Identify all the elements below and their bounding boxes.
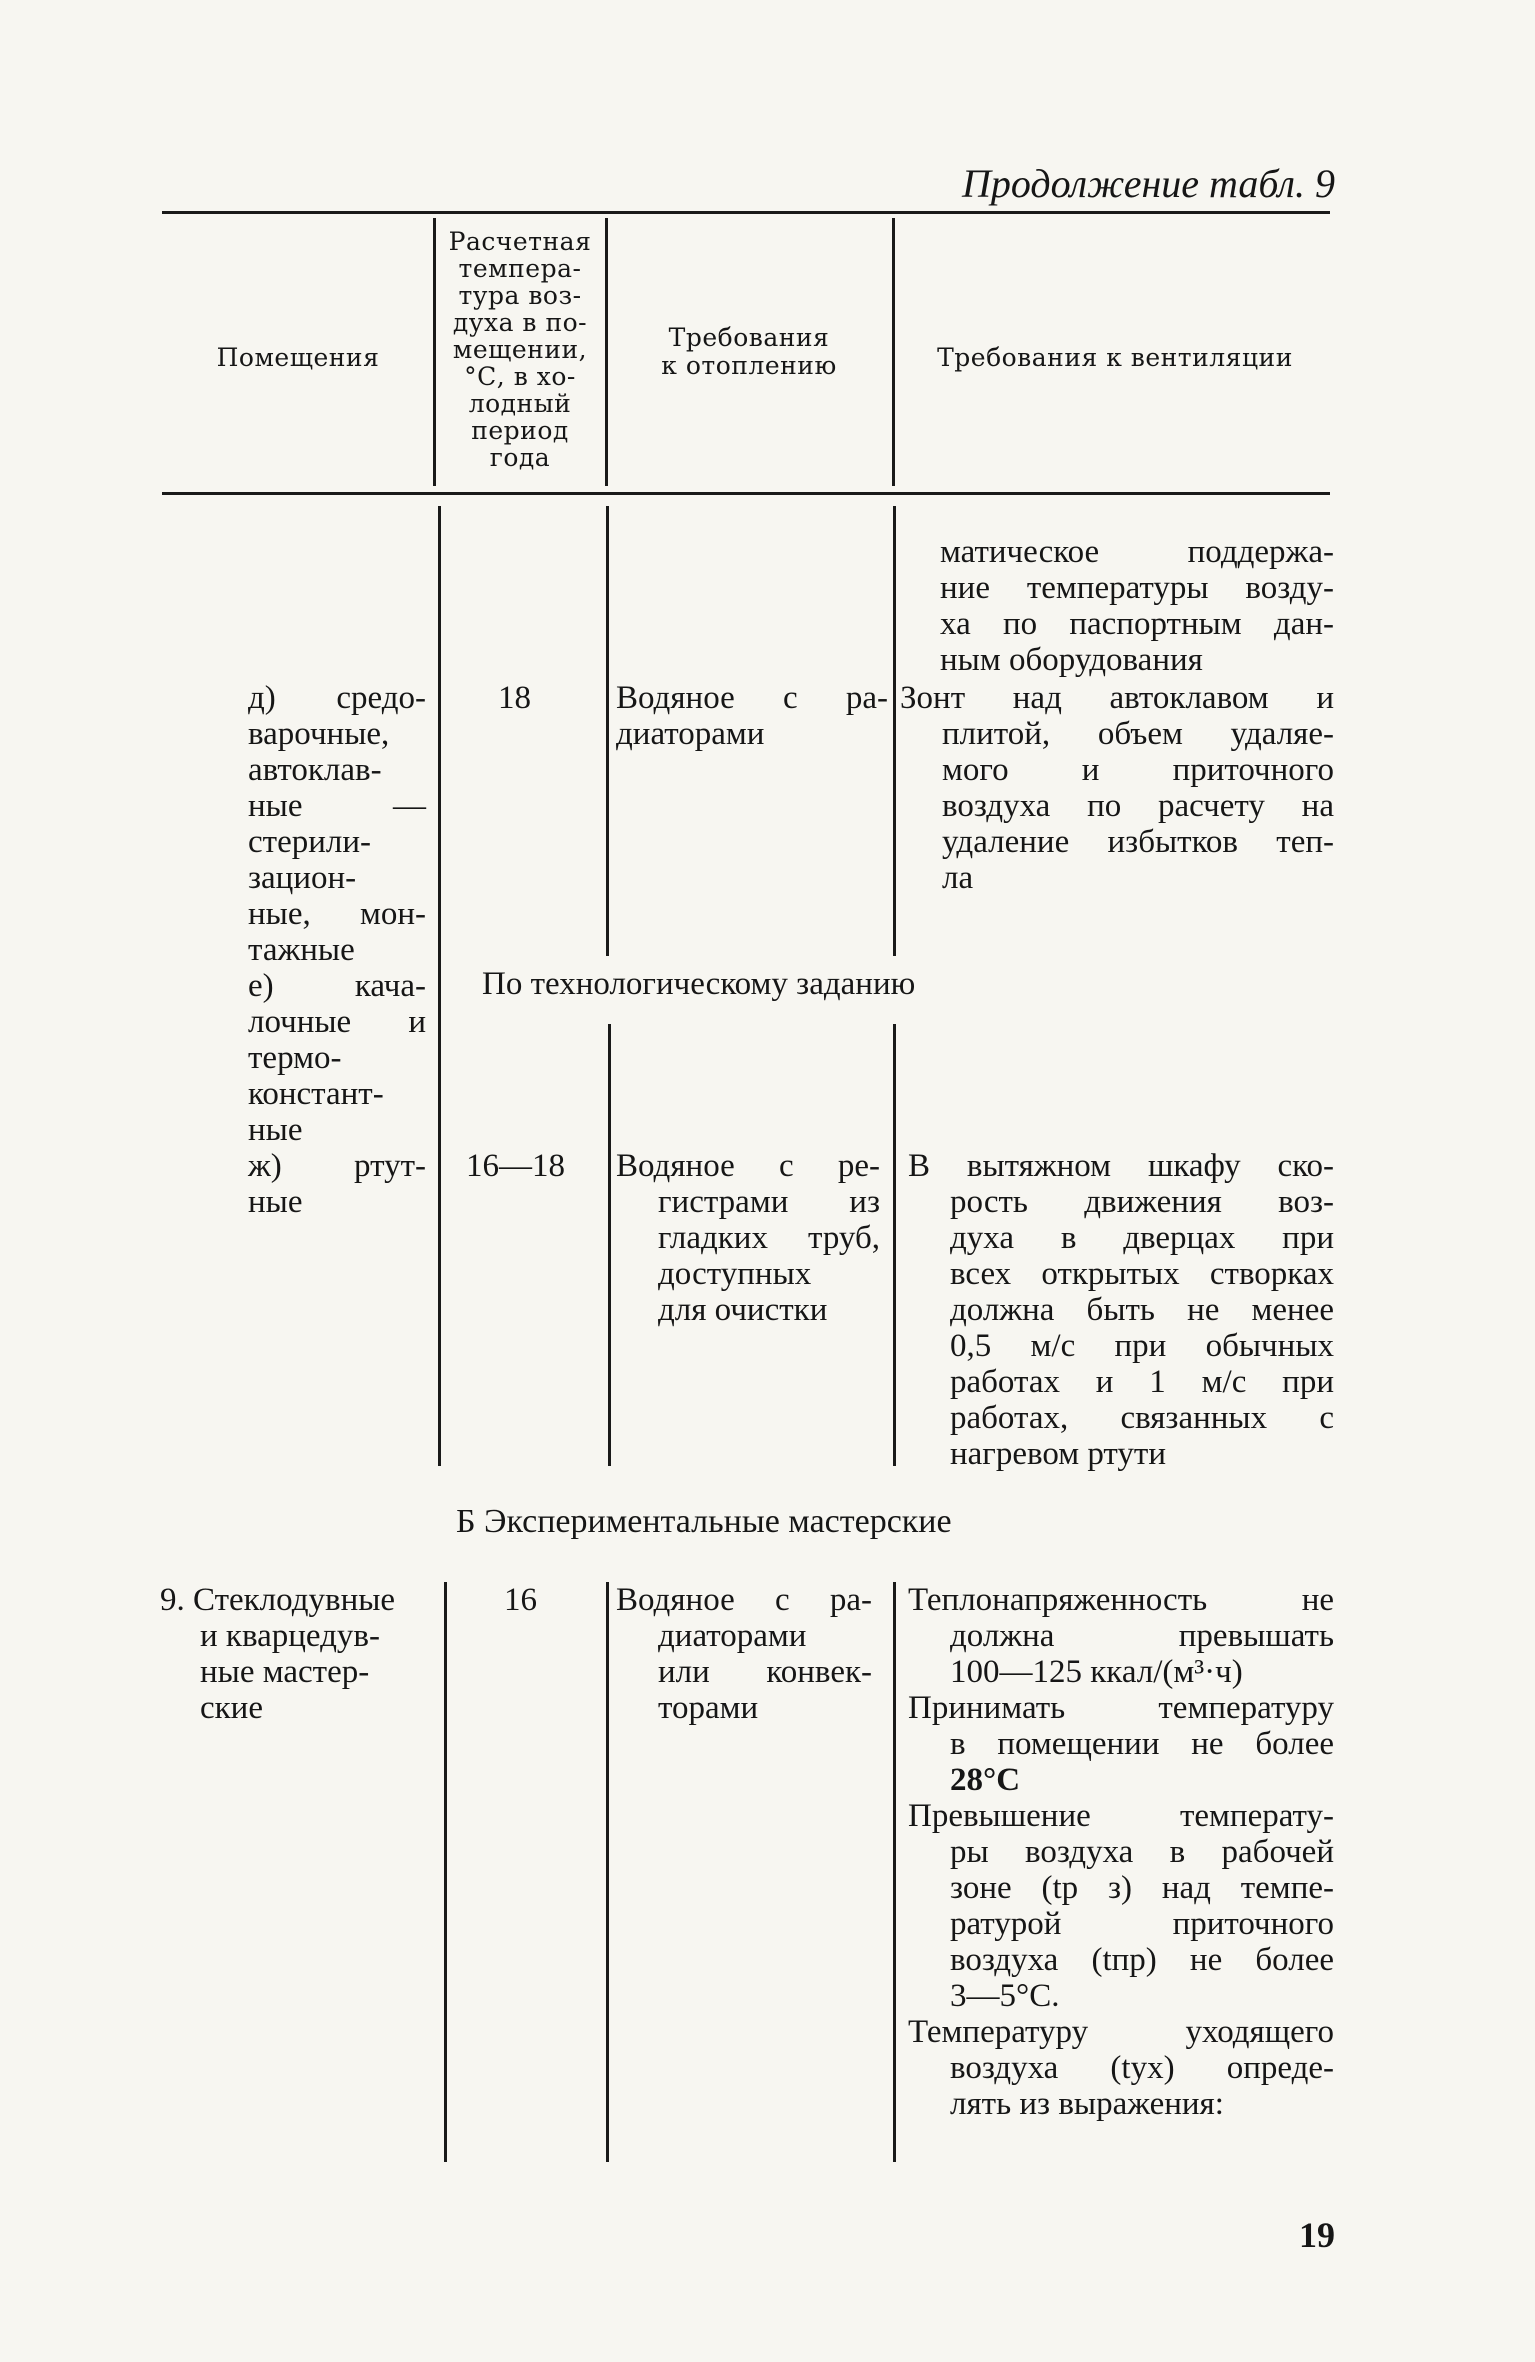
d-room-line: д) средо- xyxy=(248,680,426,716)
r9-v1-line: Теплонапряженность не xyxy=(908,1582,1334,1618)
d-vent-line: удаление избытков теп- xyxy=(942,824,1334,860)
zh-room-line: ные xyxy=(248,1184,303,1220)
r9-v2-line: Принимать температуру xyxy=(908,1690,1334,1726)
continued-ventilation-text xyxy=(940,534,1334,678)
zh-vent-line: рость движения воз- xyxy=(950,1184,1334,1220)
zh-vent-line: работах и 1 м/с при xyxy=(950,1364,1334,1400)
th-heat-line: к отоплению xyxy=(661,351,837,380)
d-room-line: автоклав- xyxy=(248,752,382,788)
th-temp-line: темпера- xyxy=(458,254,582,283)
th-temp-line: мещении, xyxy=(452,335,588,364)
row-d-heating xyxy=(616,680,888,752)
zh-vent-line: духа в дверцах при xyxy=(950,1220,1334,1256)
row-d-temperature: 18 xyxy=(498,680,531,716)
r9-v4-line: лять из выражения: xyxy=(950,2086,1224,2122)
d-vent-line: плитой, объем удаляе- xyxy=(942,716,1334,752)
d-room-line: ные — xyxy=(248,788,426,824)
r9-heat-line: диаторами xyxy=(658,1618,807,1654)
th-temp-line: тура воз- xyxy=(458,281,582,310)
row-zh-temperature: 16—18 xyxy=(466,1148,565,1184)
d-room-line: стерили- xyxy=(248,824,371,860)
r9-v4-line: воздуха (tух) опреде- xyxy=(950,2050,1334,2086)
body-col-sep-3a xyxy=(893,506,896,956)
d-vent-line: ла xyxy=(942,860,974,896)
row9-col-sep-3 xyxy=(893,1582,896,2162)
row-9-ventilation-4 xyxy=(908,2014,1334,2122)
zh-room-line: ж) ртут- xyxy=(248,1148,426,1184)
d-room-line: зацион- xyxy=(248,860,357,896)
header-ventilation: Требования к вентиляции xyxy=(937,343,1293,372)
r9-heat-line: Водяное с ра- xyxy=(616,1582,872,1618)
th-temp-line: период xyxy=(471,416,569,445)
row-zh-room xyxy=(248,1148,426,1220)
table-header-bottom-rule xyxy=(162,492,1330,495)
d-heat-line: диаторами xyxy=(616,716,765,752)
r9-heat-line: торами xyxy=(658,1690,759,1726)
r9-v3-line: воздуха (tпр) не более xyxy=(950,1942,1334,1978)
zh-heat-line: Водяное с ре- xyxy=(616,1148,880,1184)
row9-col-sep-1 xyxy=(444,1582,447,2162)
r9-v3-line: 3—5°С. xyxy=(950,1978,1060,2014)
row-9-ventilation-2 xyxy=(908,1690,1334,1798)
e-room-line: лочные и xyxy=(248,1004,426,1040)
zh-heat-line: доступных xyxy=(658,1256,812,1292)
d-vent-line: мого и приточного xyxy=(942,752,1334,788)
r9-room-line: ные мастер- xyxy=(200,1654,370,1690)
r9-v2-line: в помещении не более xyxy=(950,1726,1334,1762)
r9-v2-line: 28°С xyxy=(950,1762,1021,1798)
row-9-room xyxy=(160,1582,438,1726)
r9-heat-line: или конвек- xyxy=(658,1654,872,1690)
zh-vent-line: нагревом ртути xyxy=(950,1436,1166,1472)
d-heat-line: Водяное с ра- xyxy=(616,680,888,716)
body-col-sep-1a xyxy=(438,506,441,1466)
th-temp-line: Расчетная xyxy=(448,227,592,256)
th-temp-line: лодный xyxy=(468,389,572,418)
r9-room-line: 9. Стеклодувные xyxy=(160,1582,396,1618)
body-col-sep-2a xyxy=(606,506,609,956)
row-e-span-text: По технологическому заданию xyxy=(482,966,916,1002)
row-9-ventilation-3 xyxy=(908,1798,1334,2014)
th-temp-line: °С, в хо- xyxy=(464,362,576,391)
row-d-ventilation xyxy=(900,680,1334,896)
zh-heat-line: гладких труб, xyxy=(658,1220,880,1256)
th-temp-line: года xyxy=(489,443,551,472)
header-rooms: Помещения xyxy=(216,343,380,372)
e-room-line: констант- xyxy=(248,1076,384,1112)
zh-vent-line: 0,5 м/с при обычных xyxy=(950,1328,1334,1364)
row-zh-heating xyxy=(616,1148,880,1328)
d-vent-line: воздуха по расчету на xyxy=(942,788,1334,824)
header-temperature xyxy=(436,228,604,471)
zh-vent-line: всех открытых створках xyxy=(950,1256,1334,1292)
cont-vent-line: матическое поддержа- xyxy=(940,534,1334,570)
table-continuation-label: Продолжение табл. 9 xyxy=(961,161,1335,206)
table-top-rule xyxy=(162,211,1330,214)
r9-room-line: и кварцедув- xyxy=(200,1618,380,1654)
r9-v3-line: ратурой приточного xyxy=(950,1906,1334,1942)
d-room-line: варочные, xyxy=(248,716,390,752)
d-room-line: тажные xyxy=(248,932,355,968)
th-heat-line: Требования xyxy=(668,323,830,352)
row-9-ventilation-1 xyxy=(908,1582,1334,1690)
body-col-sep-3b xyxy=(893,1024,896,1466)
row-zh-ventilation xyxy=(908,1148,1334,1472)
zh-heat-line: гистрами из xyxy=(658,1184,880,1220)
r9-v3-line: Превышение температу- xyxy=(908,1798,1334,1834)
cont-vent-line: ние температуры возду- xyxy=(940,570,1334,606)
zh-vent-line: В вытяжном шкафу ско- xyxy=(908,1148,1334,1184)
row-9-heating xyxy=(616,1582,872,1726)
page-number: 19 xyxy=(1299,2215,1335,2255)
zh-vent-line: работах, связанных с xyxy=(950,1400,1334,1436)
r9-v3-line: зоне (tр з) над темпе- xyxy=(950,1870,1334,1906)
zh-heat-line: для очистки xyxy=(658,1292,828,1328)
r9-v1-line: 100—125 ккал/(м³·ч) xyxy=(950,1654,1243,1690)
row-e-room xyxy=(248,968,426,1148)
th-temp-line: духа в по- xyxy=(452,308,588,337)
e-room-line: е) кача- xyxy=(248,968,426,1004)
e-room-line: ные xyxy=(248,1112,303,1148)
d-room-line: ные, мон- xyxy=(248,896,426,932)
cont-vent-line: ха по паспортным дан- xyxy=(940,606,1334,642)
e-room-line: термо- xyxy=(248,1040,342,1076)
row-9-temperature: 16 xyxy=(504,1582,537,1618)
cont-vent-line: ным оборудования xyxy=(940,642,1203,678)
body-col-sep-2b xyxy=(608,1024,611,1466)
header-heating xyxy=(608,324,890,380)
row9-col-sep-2 xyxy=(606,1582,609,2162)
row-d-room xyxy=(248,680,426,968)
section-b-heading: Б Экспериментальные мастерские xyxy=(456,1503,952,1540)
r9-v3-line: ры воздуха в рабочей xyxy=(950,1834,1334,1870)
zh-vent-line: должна быть не менее xyxy=(950,1292,1334,1328)
r9-v4-line: Температуру уходящего xyxy=(908,2014,1334,2050)
d-vent-line: Зонт над автоклавом и xyxy=(900,680,1334,716)
r9-v1-line: должна превышать xyxy=(950,1618,1334,1654)
r9-room-line: ские xyxy=(200,1690,263,1726)
